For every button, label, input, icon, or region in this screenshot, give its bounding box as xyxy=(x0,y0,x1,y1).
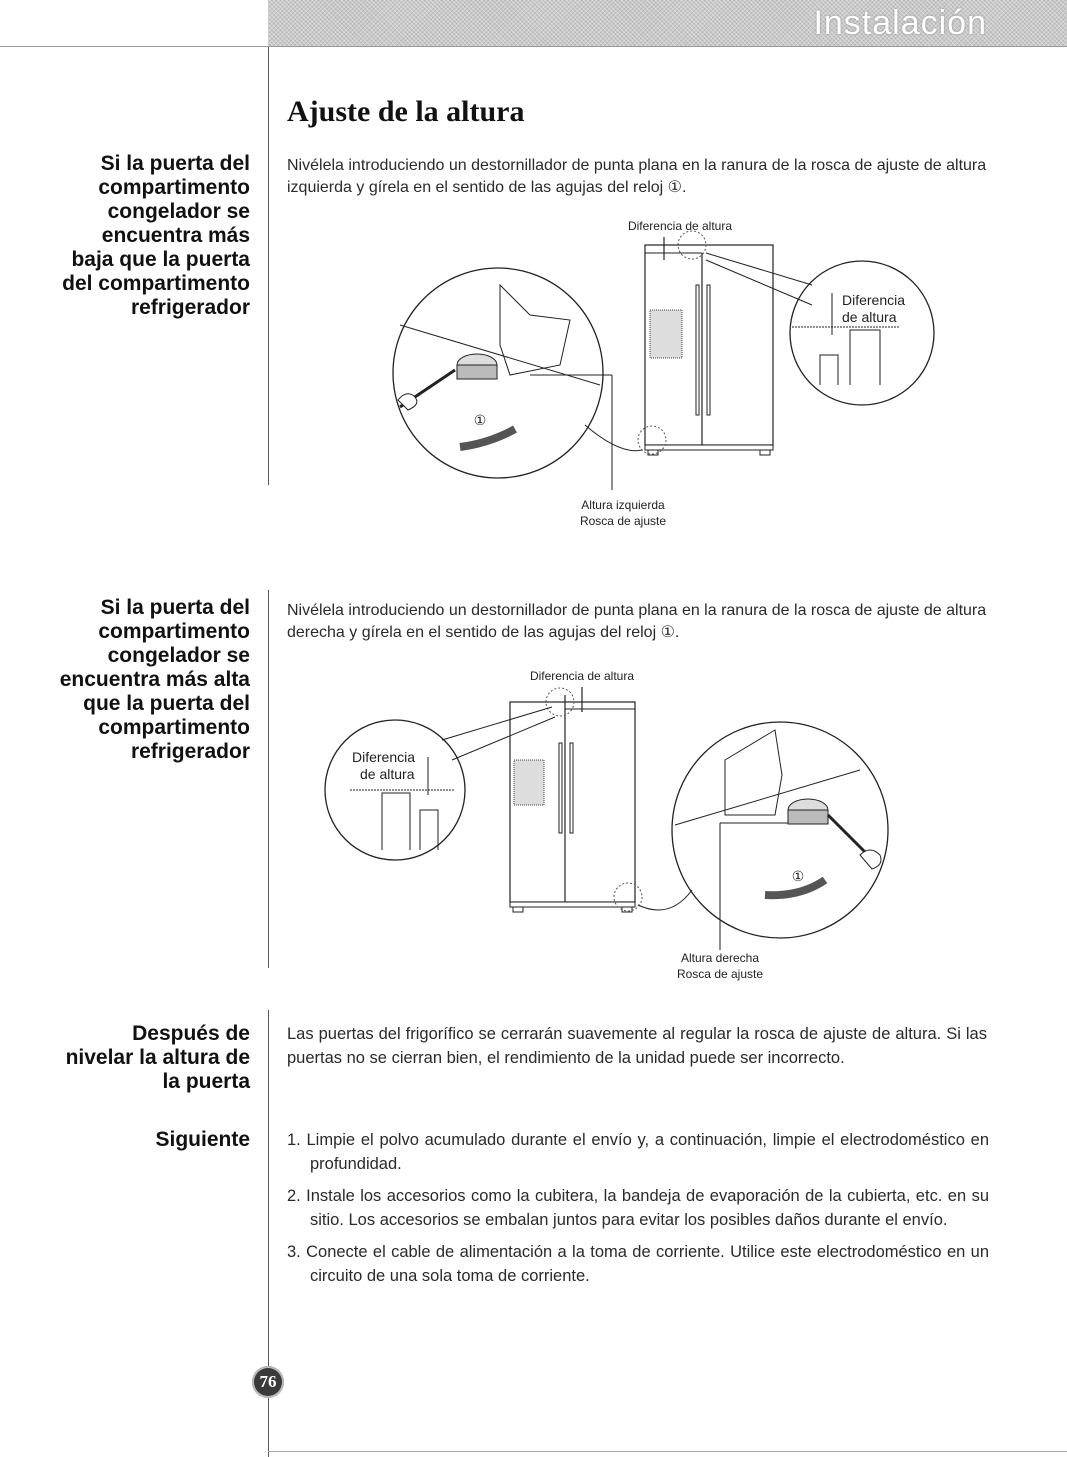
figure-top-label: Diferencia de altura xyxy=(627,219,733,233)
figure-top-label: Diferencia de altura xyxy=(529,669,635,683)
after-leveling-text: Las puertas del frigorífico se cerrarán suavemente al regular la rosca de ajuste de altura. Si las puertas no se cierran bien, el rendimiento de la unidad puede ser incorrecto. xyxy=(287,1025,987,1067)
instruction-text-left: Nivélela introduciendo un destornillador de punta plana en la ranura de la rosca de ajuste de altura izquierda y gírela en el sentido de las agujas del reloj ①. xyxy=(287,157,987,196)
bottom-rule xyxy=(268,1451,1067,1452)
side-heading-after-leveling: Después de nivelar la altura de la puerta xyxy=(65,1022,250,1093)
svg-text:①: ① xyxy=(473,412,487,428)
figure-caption-1: Altura izquierda xyxy=(581,498,665,512)
zoom-label: Diferencia xyxy=(842,292,906,308)
figure-caption-2: Rosca de ajuste xyxy=(676,967,764,981)
next-steps-list xyxy=(287,1128,989,1296)
header-band xyxy=(268,0,1067,46)
list-item: 2. Instale los accesorios como la cubitera, la bandeja de evaporación de la cubierta, etc. en su sitio. Los accesorios se embalan juntos para evitar los posibles daños durante el envío. xyxy=(287,1187,989,1229)
page-number-badge: 76 xyxy=(252,1366,284,1398)
svg-text:de altura: de altura xyxy=(842,309,897,325)
section-title: Instalación xyxy=(813,4,987,42)
zoom-label: Diferencia xyxy=(352,749,416,765)
instruction-text-right: Nivélela introduciendo un destornillador de punta plana en la ranura de la rosca de ajuste de altura derecha y gírela en el sentido de las agujas del reloj ①. xyxy=(287,602,987,641)
list-item: 1. Limpie el polvo acumulado durante el envío y, a continuación, limpie el electrodoméstico en profundidad. xyxy=(287,1131,989,1173)
side-heading-freezer-lower: Si la puerta del compartimento congelador se encuentra más baja que la puerta del compartimento refrigerador xyxy=(62,152,250,319)
svg-text:de altura: de altura xyxy=(360,766,415,782)
refrigerator-illustration xyxy=(645,237,773,455)
side-heading-next: Siguiente xyxy=(155,1128,250,1151)
side-heading-freezer-higher: Si la puerta del compartimento congelador se encuentra más alta que la puerta del compartimento refrigerador xyxy=(59,596,250,763)
page-title: Ajuste de la altura xyxy=(287,95,525,128)
list-item: 3. Conecte el cable de alimentación a la toma de corriente. Utilice este electrodoméstico en un circuito de una sola toma de corriente. xyxy=(287,1243,989,1285)
figure-caption-2: Rosca de ajuste xyxy=(579,514,667,528)
column-divider xyxy=(268,47,269,485)
svg-text:①: ① xyxy=(791,868,805,884)
figure-right-adjustment xyxy=(320,665,895,985)
column-divider xyxy=(268,590,269,968)
zoom-circle-screw xyxy=(672,722,888,938)
refrigerator-illustration xyxy=(510,687,635,912)
figure-left-adjustment xyxy=(380,215,950,535)
figure-caption-1: Altura derecha xyxy=(680,951,760,965)
top-rule xyxy=(0,46,1067,47)
zoom-circle-screw xyxy=(393,268,612,478)
